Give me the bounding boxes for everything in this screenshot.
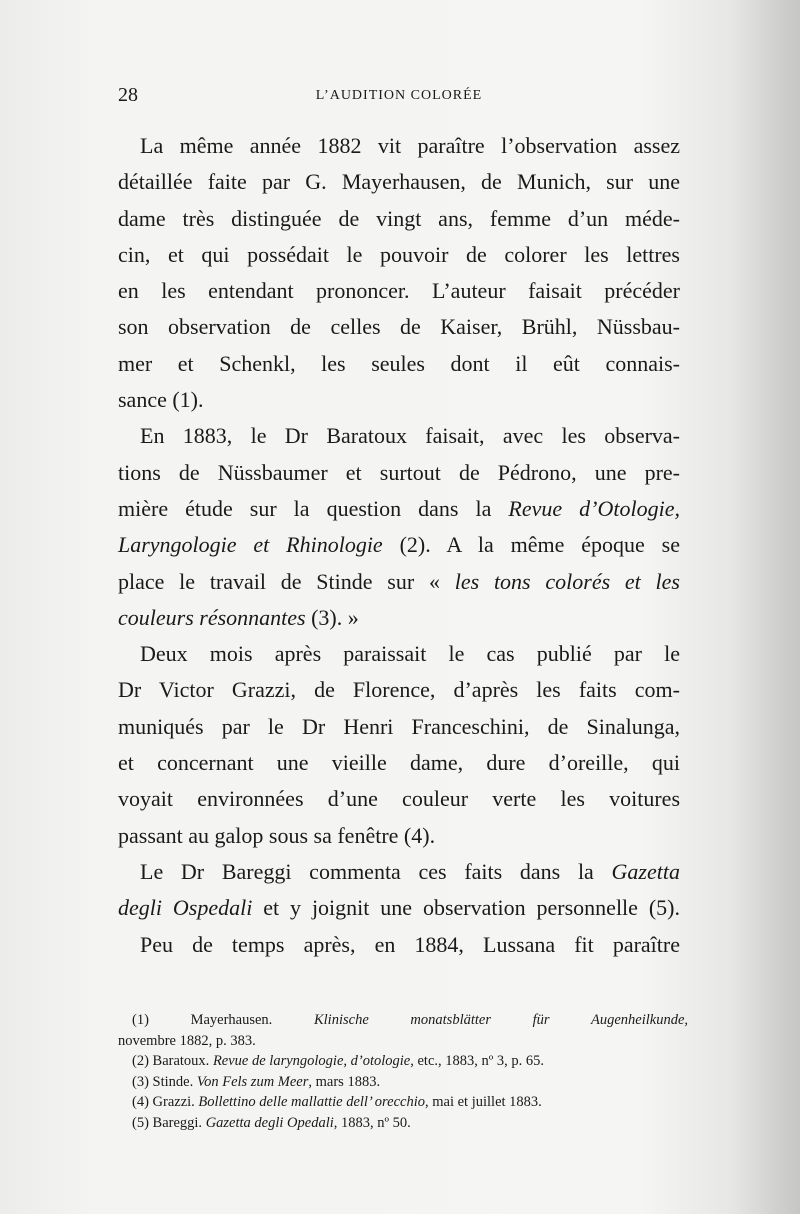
text-line [118,709,680,745]
text-segment: Deux mois après paraissait le cas publié par le [140,641,680,667]
footnote-line [118,1051,688,1072]
text-line [118,600,680,636]
text-segment: son observation de celles de Kaiser, Brühl, Nüssbau- [118,314,680,340]
text-segment: (3). » [305,604,359,630]
footnote-line [118,1010,688,1031]
italic-text: Revue de laryngologie, d’otologie [212,1053,411,1069]
text-segment: détaillée faite par G. Mayerhausen, de Munich, sur une [118,169,680,195]
text-segment: En 1883, le Dr Baratoux faisait, avec les observa- [140,423,680,449]
text-segment: muniqués par le Dr Henri Franceschini, de Sinalunga, [118,713,680,739]
footnotes [118,1010,688,1133]
italic-text: Bollettino delle mallattie dell’ orecchio [198,1094,425,1110]
text-segment: tions de Nüssbaumer et surtout de Pédrono, une pre- [118,459,680,485]
text-segment: Dr Victor Grazzi, de Florence, d’après les faits com- [118,677,680,703]
text-segment: voyait environnées d’une couleur verte les voitures [118,786,680,812]
text-line [118,309,680,345]
italic-text: degli Ospedali [118,895,253,921]
footnote-line [118,1031,688,1052]
text-segment: La même année 1882 vit paraître l’observation assez [140,133,680,158]
body-text [118,128,680,963]
footnote-line [118,1113,688,1134]
italic-text: Gazetta degli Opedali [205,1114,334,1131]
text-segment: mière étude sur la question dans la [118,495,509,521]
text-line [118,927,680,963]
text-line [118,455,680,491]
italic-text: Von Fels zum Meer [196,1073,309,1090]
page-number: 28 [118,84,138,106]
text-segment: place le travail de Stinde sur « [118,568,455,594]
running-title: L’AUDITION COLORÉE [315,88,483,103]
text-segment: (3) Stinde. [132,1073,197,1090]
text-segment: dame très distinguée de vingt ans, femme d’un méde- [118,205,680,231]
text-segment: (2) Baratoux. [132,1053,213,1069]
text-segment: et y joignit une observation personnelle (5). [252,895,680,921]
page-header [118,84,680,112]
text-line [118,890,680,926]
text-line [118,745,680,781]
text-segment: novembre 1882, p. 383. [118,1032,256,1049]
text-segment: , etc., 1883, nº 3, p. 65. [410,1053,545,1069]
text-line [118,636,680,672]
text-line [118,237,680,273]
text-line [118,818,680,854]
footnote-line [118,1072,688,1093]
text-segment: et concernant une vieille dame, dure d’oreille, qui [118,750,680,776]
italic-text: Klinische monatsblätter für Augenheilkunde, [313,1012,689,1028]
text-segment: (1) Mayerhausen. [132,1012,314,1028]
text-segment: en les entendant prononcer. L’auteur faisait précéder [118,278,680,304]
text-line [118,418,680,454]
italic-text: Revue d’Otologie, [508,495,680,521]
text-segment: (4) Grazzi. [132,1094,199,1110]
text-segment: , mars 1883. [308,1073,381,1090]
text-line [118,781,680,817]
footnote-line [118,1092,688,1113]
text-line [118,854,680,890]
text-line [118,527,680,563]
text-line [118,564,680,600]
text-line [118,382,680,418]
text-line [118,164,680,200]
text-segment: mer et Schenkl, les seules dont il eût connais- [118,350,680,376]
italic-text: Gazetta [611,858,680,884]
text-line [118,201,680,237]
text-line [118,128,680,164]
page-gutter-shadow [730,0,800,1214]
text-line [118,491,680,527]
text-segment: cin, et qui possédait le pouvoir de colorer les lettres [118,241,680,267]
text-line [118,273,680,309]
text-line [118,346,680,382]
italic-text: les tons colorés et les [454,568,680,594]
text-segment: Peu de temps après, en 1884, Lussana fit paraître [140,931,680,957]
text-segment: (2). A la même époque se [382,532,680,558]
text-segment: , 1883, nº 50. [333,1114,411,1131]
text-segment: Le Dr Bareggi commenta ces faits dans la [140,858,612,884]
italic-text: couleurs résonnantes [118,604,306,630]
text-line [118,672,680,708]
italic-text: Laryngologie et Rhinologie [118,532,383,558]
text-segment: sance (1). [118,387,204,413]
text-segment: passant au galop sous sa fenêtre (4). [118,822,436,848]
text-segment: (5) Bareggi. [132,1114,206,1131]
text-segment: , mai et juillet 1883. [425,1094,542,1110]
